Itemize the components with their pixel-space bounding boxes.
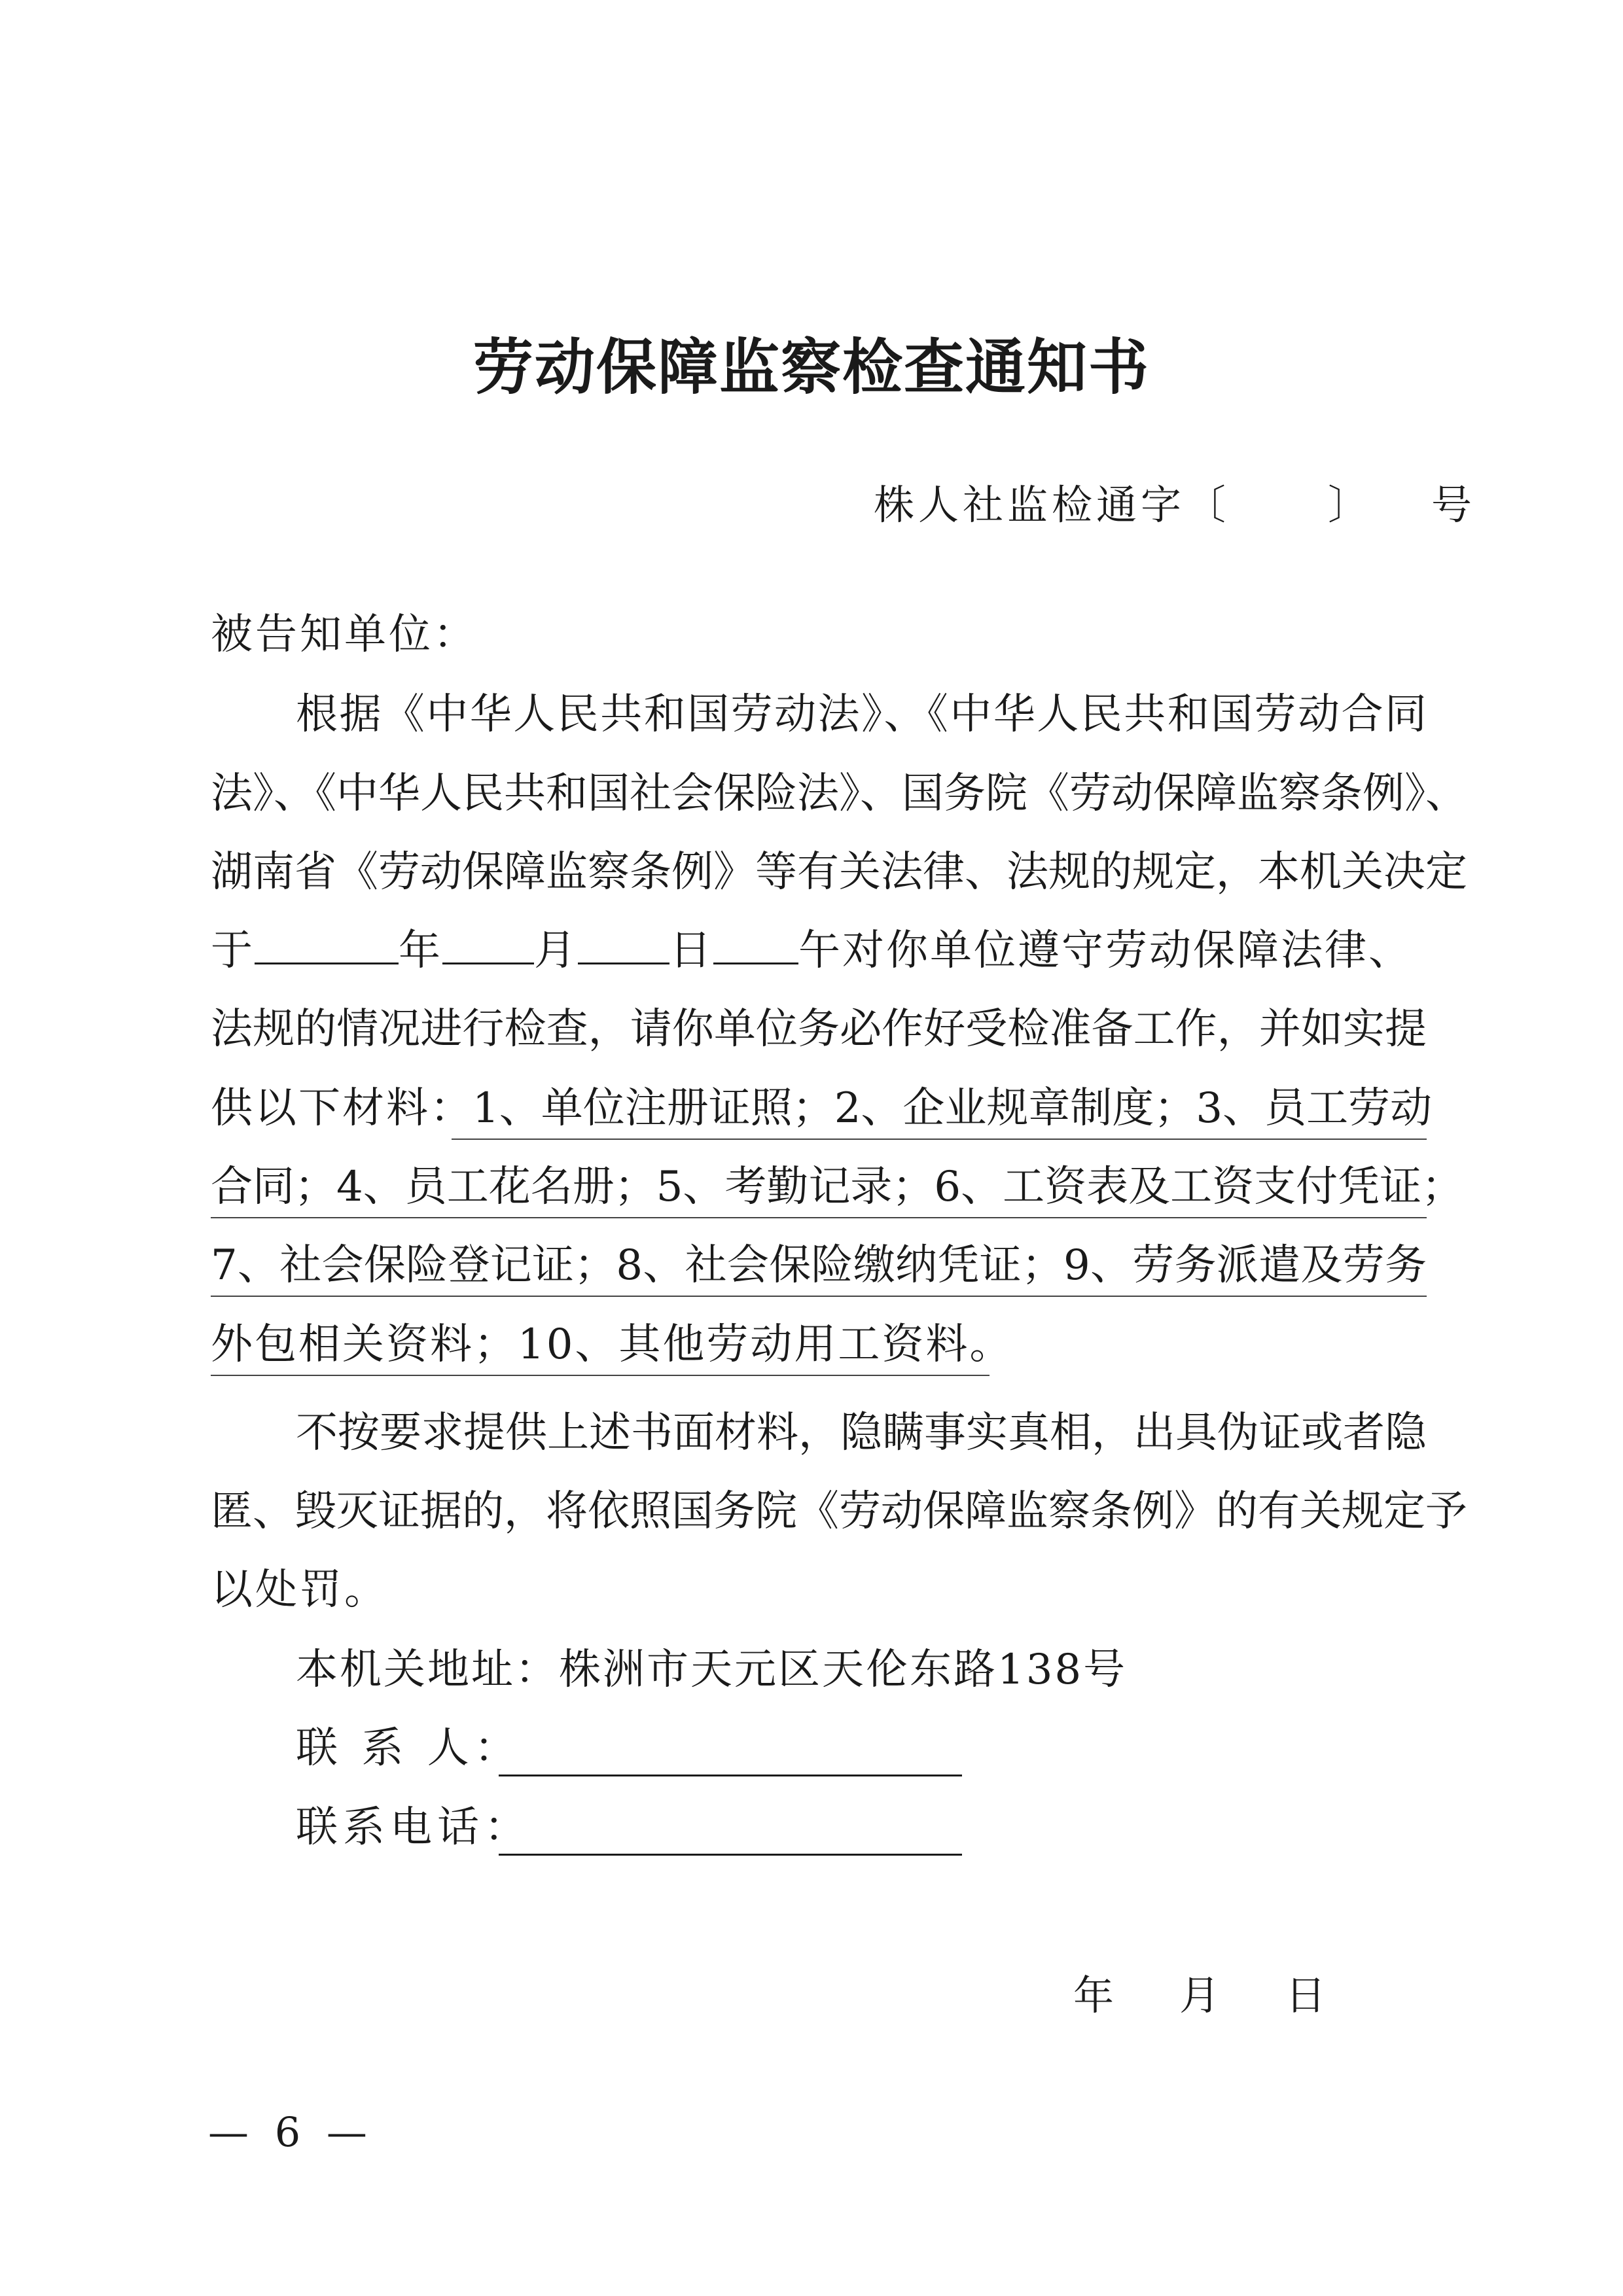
para2-line-2: 匿、毁灭证据的，将依照国务院《劳动保障监察条例》的有关规定予	[211, 1487, 1467, 1536]
year-blank[interactable]	[255, 925, 399, 964]
contact-phone-label: 联系电话：	[296, 1803, 531, 1852]
materials-underline-2	[211, 1217, 1427, 1218]
materials-underline-4	[211, 1375, 990, 1376]
date-line-year: 年	[399, 927, 442, 975]
doc-number-suffix: 号	[1431, 481, 1476, 529]
materials-underline-3	[211, 1296, 1427, 1297]
date-line-rest: 午对你单位遵守劳动保障法律、	[798, 927, 1412, 975]
para1-line-1: 根据《中华人民共和国劳动法》、《中华人民共和国劳动合同	[296, 690, 1427, 739]
date-line-month: 月	[534, 927, 578, 975]
para1-line-5: 法规的情况进行检查，请你单位务必作好受检准备工作，并如实提	[211, 1005, 1427, 1053]
doc-number-bracket-close: 〕	[1328, 481, 1373, 529]
materials-line-3: 7、社会保险登记证；8、社会保险缴纳凭证；9、劳务派遣及劳务	[211, 1241, 1427, 1290]
contact-phone-field[interactable]	[499, 1854, 962, 1856]
page-title: 劳动保障监察检查通知书	[473, 332, 1150, 402]
signature-year: 年	[1073, 1971, 1115, 2019]
month-blank[interactable]	[442, 925, 534, 964]
signature-day: 日	[1285, 1971, 1327, 2019]
doc-number-prefix: 株人社监检通字〔	[874, 481, 1230, 529]
page-number: — 6 —	[208, 2108, 374, 2156]
materials-intro: 供以下材料：	[211, 1084, 474, 1133]
signature-date	[1073, 1963, 1326, 2021]
day-blank[interactable]	[578, 925, 669, 964]
materials-line-2: 合同；4、员工花名册；5、考勤记录；6、工资表及工资支付凭证；	[211, 1163, 1464, 1211]
para1-line-2: 法》、《中华人民共和国社会保险法》、国务院《劳动保障监察条例》、	[211, 769, 1467, 818]
para1-line-3: 湖南省《劳动保障监察条例》等有关法律、法规的规定，本机关决定	[211, 848, 1467, 896]
para2-line-3: 以处罚。	[211, 1566, 389, 1614]
materials-underline-1	[452, 1139, 1427, 1140]
time-of-day-blank[interactable]	[713, 925, 798, 964]
materials-line-4: 外包相关资料；10、其他劳动用工资料。	[211, 1320, 1014, 1369]
document-number	[874, 472, 1476, 531]
contact-person-label: 联 系 人：	[296, 1724, 522, 1773]
date-line-day: 日	[669, 927, 713, 975]
recipient-label: 被告知单位：	[211, 610, 478, 659]
contact-person-field[interactable]	[499, 1775, 962, 1776]
agency-address: 本机关地址：株洲市天元区天伦东路138号	[296, 1646, 1128, 1694]
inspection-date-line	[211, 925, 1412, 977]
para2-line-1: 不按要求提供上述书面材料，隐瞒事实真相，出具伪证或者隐	[296, 1409, 1427, 1457]
signature-month: 月	[1179, 1971, 1221, 2019]
materials-line-1: 1、单位注册证照；2、企业规章制度；3、员工劳动	[473, 1084, 1433, 1133]
date-line-start: 于	[211, 927, 255, 975]
